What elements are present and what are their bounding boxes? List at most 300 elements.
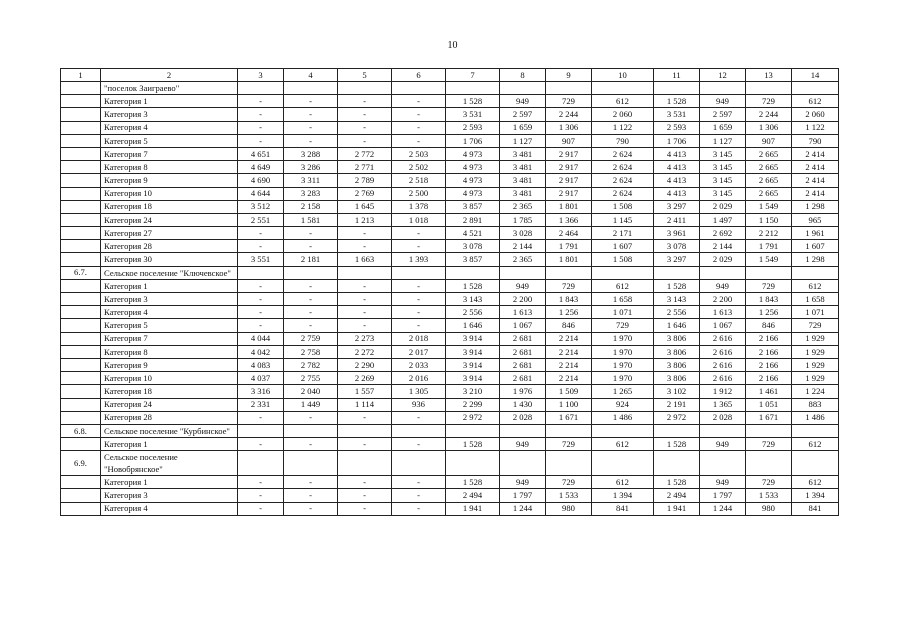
value-cell: 4 651 [238, 147, 284, 160]
row-index [61, 293, 101, 306]
value-cell: 1 224 [792, 385, 839, 398]
settlement-name: Сельское поселение "Курбинское" [101, 424, 238, 437]
value-cell: - [338, 240, 392, 253]
table-row [61, 306, 839, 319]
value-cell: 949 [700, 95, 746, 108]
category-name: Категория 5 [101, 134, 238, 147]
table-row [61, 332, 839, 345]
row-index [61, 332, 101, 345]
table-row [61, 372, 839, 385]
value-cell: 2 214 [546, 372, 592, 385]
value-cell: - [392, 121, 446, 134]
value-cell: 1 122 [592, 121, 654, 134]
table-row [61, 279, 839, 292]
value-cell: 1 581 [284, 213, 338, 226]
category-name: Категория 8 [101, 345, 238, 358]
value-cell: 1 528 [446, 279, 500, 292]
value-cell: 3 283 [284, 187, 338, 200]
value-cell: 3 806 [654, 372, 700, 385]
value-cell: 2 181 [284, 253, 338, 266]
table-row [61, 411, 839, 424]
value-cell: 1 658 [792, 293, 839, 306]
value-cell: 3 297 [654, 200, 700, 213]
value-cell: 1 646 [654, 319, 700, 332]
category-name: Категория 1 [101, 279, 238, 292]
value-cell [392, 451, 446, 476]
category-name: Категория 10 [101, 372, 238, 385]
value-cell: 3 857 [446, 200, 500, 213]
value-cell: 1 961 [792, 227, 839, 240]
table-row [61, 108, 839, 121]
value-cell: 2 759 [284, 332, 338, 345]
category-name: Категория 18 [101, 385, 238, 398]
value-cell: - [392, 293, 446, 306]
value-cell: 2 597 [500, 108, 546, 121]
value-cell [284, 82, 338, 95]
value-cell: 1 528 [446, 476, 500, 489]
value-cell: 1 244 [700, 502, 746, 515]
row-index [61, 372, 101, 385]
column-number-row [61, 69, 839, 82]
value-cell: 2 331 [238, 398, 284, 411]
value-cell: 1 306 [746, 121, 792, 134]
value-cell: 1 394 [792, 489, 839, 502]
value-cell: 3 531 [446, 108, 500, 121]
value-cell: 1 051 [746, 398, 792, 411]
table-row [61, 227, 839, 240]
value-cell: 1 244 [500, 502, 546, 515]
value-cell: - [238, 502, 284, 515]
value-cell: 2 681 [500, 358, 546, 371]
value-cell: 3 551 [238, 253, 284, 266]
row-index [61, 306, 101, 319]
value-cell [654, 424, 700, 437]
value-cell: 2 290 [338, 358, 392, 371]
value-cell [546, 451, 592, 476]
value-cell: 1 970 [592, 358, 654, 371]
value-cell: 1 785 [500, 213, 546, 226]
value-cell [446, 451, 500, 476]
value-cell: 2 665 [746, 174, 792, 187]
value-cell: - [338, 502, 392, 515]
value-cell: 3 311 [284, 174, 338, 187]
value-cell: - [238, 319, 284, 332]
value-cell: - [392, 438, 446, 451]
value-cell: 3 961 [654, 227, 700, 240]
value-cell: 1 976 [500, 385, 546, 398]
value-cell [700, 424, 746, 437]
value-cell: 1 797 [700, 489, 746, 502]
value-cell [284, 451, 338, 476]
value-cell: 2 665 [746, 147, 792, 160]
table-row [61, 174, 839, 187]
value-cell: 612 [592, 95, 654, 108]
section-header-row [61, 266, 839, 279]
value-cell: 1 509 [546, 385, 592, 398]
category-name: "поселок Заиграево" [101, 82, 238, 95]
value-cell: 2 191 [654, 398, 700, 411]
value-cell: 1 929 [792, 372, 839, 385]
value-cell: 1 528 [654, 95, 700, 108]
row-index [61, 502, 101, 515]
value-cell: 2 917 [546, 147, 592, 160]
value-cell: 1 528 [446, 438, 500, 451]
row-index [61, 95, 101, 108]
value-cell: 1 067 [700, 319, 746, 332]
value-cell: 2 769 [338, 187, 392, 200]
value-cell: - [338, 293, 392, 306]
value-cell: 2 144 [500, 240, 546, 253]
value-cell: 1 528 [446, 95, 500, 108]
value-cell: 2 556 [654, 306, 700, 319]
value-cell: 1 607 [592, 240, 654, 253]
value-cell: - [284, 227, 338, 240]
value-cell: 2 616 [700, 358, 746, 371]
row-index [61, 134, 101, 147]
value-cell [392, 82, 446, 95]
row-index [61, 411, 101, 424]
value-cell: 729 [746, 279, 792, 292]
table-row [61, 95, 839, 108]
value-cell: 729 [592, 319, 654, 332]
value-cell: - [238, 108, 284, 121]
value-cell: 1 706 [446, 134, 500, 147]
row-index [61, 398, 101, 411]
value-cell: 1 150 [746, 213, 792, 226]
value-cell: - [238, 306, 284, 319]
row-index [61, 213, 101, 226]
value-cell: 1 659 [700, 121, 746, 134]
table-row [61, 213, 839, 226]
value-cell: 1 791 [746, 240, 792, 253]
table-row [61, 147, 839, 160]
row-index [61, 200, 101, 213]
table-row [61, 82, 839, 95]
value-cell: 1 127 [700, 134, 746, 147]
value-cell: - [338, 134, 392, 147]
category-name: Категория 4 [101, 502, 238, 515]
value-cell: 1 114 [338, 398, 392, 411]
row-index: 6.9. [61, 451, 101, 476]
value-cell: 1 122 [792, 121, 839, 134]
category-name: Категория 1 [101, 438, 238, 451]
value-cell: 3 857 [446, 253, 500, 266]
value-cell: 1 912 [700, 385, 746, 398]
value-cell: 1 298 [792, 200, 839, 213]
value-cell: 4 413 [654, 187, 700, 200]
value-cell: 1 298 [792, 253, 839, 266]
value-cell: 3 143 [446, 293, 500, 306]
value-cell [500, 266, 546, 279]
value-cell [746, 82, 792, 95]
value-cell: 2 551 [238, 213, 284, 226]
value-cell: 949 [500, 476, 546, 489]
column-number: 14 [792, 69, 839, 82]
value-cell: 1 646 [446, 319, 500, 332]
row-index [61, 319, 101, 332]
value-cell: 1 461 [746, 385, 792, 398]
category-name: Категория 10 [101, 187, 238, 200]
value-cell: 2 040 [284, 385, 338, 398]
value-cell: 949 [500, 95, 546, 108]
value-cell: 3 145 [700, 161, 746, 174]
value-cell [238, 82, 284, 95]
value-cell: - [392, 240, 446, 253]
category-name: Категория 7 [101, 332, 238, 345]
table-row [61, 134, 839, 147]
value-cell: 2 166 [746, 372, 792, 385]
value-cell: 3 078 [654, 240, 700, 253]
row-index [61, 240, 101, 253]
value-cell [654, 451, 700, 476]
value-cell: 729 [792, 319, 839, 332]
value-cell: 3 512 [238, 200, 284, 213]
value-cell: 3 145 [700, 174, 746, 187]
value-cell: - [392, 319, 446, 332]
value-cell: - [338, 227, 392, 240]
value-cell: 3 028 [500, 227, 546, 240]
value-cell: - [392, 227, 446, 240]
value-cell: 2 299 [446, 398, 500, 411]
value-cell: 1 213 [338, 213, 392, 226]
value-cell: 2 033 [392, 358, 446, 371]
value-cell: - [238, 279, 284, 292]
value-cell: 1 706 [654, 134, 700, 147]
value-cell: - [338, 306, 392, 319]
value-cell: 1 549 [746, 253, 792, 266]
value-cell [500, 424, 546, 437]
value-cell: 2 556 [446, 306, 500, 319]
value-cell: 2 772 [338, 147, 392, 160]
value-cell [546, 424, 592, 437]
value-cell: 1 528 [654, 279, 700, 292]
value-cell [238, 424, 284, 437]
value-cell: - [238, 134, 284, 147]
value-cell: 2 494 [446, 489, 500, 502]
value-cell: 2 214 [546, 358, 592, 371]
value-cell: 729 [546, 476, 592, 489]
value-cell: 2 411 [654, 213, 700, 226]
category-name: Категория 1 [101, 95, 238, 108]
value-cell: - [392, 411, 446, 424]
table-row [61, 200, 839, 213]
value-cell: - [284, 476, 338, 489]
row-index [61, 121, 101, 134]
value-cell: 2 891 [446, 213, 500, 226]
value-cell: - [392, 489, 446, 502]
page-number: 10 [447, 40, 458, 51]
value-cell: 1 797 [500, 489, 546, 502]
value-cell: 1 843 [746, 293, 792, 306]
value-cell: 1 929 [792, 345, 839, 358]
value-cell: - [338, 319, 392, 332]
value-cell: 1 071 [592, 306, 654, 319]
value-cell: 2 414 [792, 174, 839, 187]
value-cell: 2 917 [546, 174, 592, 187]
value-cell: - [238, 95, 284, 108]
value-cell [338, 451, 392, 476]
value-cell: - [238, 411, 284, 424]
value-cell: 2 158 [284, 200, 338, 213]
value-cell: 1 941 [654, 502, 700, 515]
value-cell: 2 518 [392, 174, 446, 187]
value-cell: 2 166 [746, 332, 792, 345]
table-row [61, 438, 839, 451]
value-cell: 4 690 [238, 174, 284, 187]
row-index [61, 174, 101, 187]
value-cell: 2 018 [392, 332, 446, 345]
value-cell: 3 288 [284, 147, 338, 160]
value-cell: - [284, 438, 338, 451]
column-number: 6 [392, 69, 446, 82]
value-cell: 949 [700, 279, 746, 292]
value-cell [338, 82, 392, 95]
value-cell: 1 365 [700, 398, 746, 411]
value-cell: 2 503 [392, 147, 446, 160]
value-cell [338, 266, 392, 279]
value-cell: 2 624 [592, 147, 654, 160]
row-index [61, 82, 101, 95]
value-cell: 2 972 [446, 411, 500, 424]
row-index [61, 161, 101, 174]
value-cell: - [284, 95, 338, 108]
settlement-name: Сельское поселение "Новобрянское" [101, 451, 238, 476]
value-cell: - [392, 279, 446, 292]
row-index: 6.7. [61, 266, 101, 279]
value-cell: 4 649 [238, 161, 284, 174]
value-cell: 841 [592, 502, 654, 515]
table-row [61, 385, 839, 398]
value-cell: 729 [746, 438, 792, 451]
value-cell: 2 200 [500, 293, 546, 306]
value-cell: 3 297 [654, 253, 700, 266]
value-cell: 2 464 [546, 227, 592, 240]
value-cell: 2 502 [392, 161, 446, 174]
value-cell: 2 272 [338, 345, 392, 358]
table-row [61, 253, 839, 266]
value-cell: 4 037 [238, 372, 284, 385]
value-cell: 3 481 [500, 161, 546, 174]
value-cell: 1 486 [592, 411, 654, 424]
value-cell: 729 [546, 279, 592, 292]
value-cell: 4 521 [446, 227, 500, 240]
value-cell: 612 [792, 279, 839, 292]
value-cell: - [284, 411, 338, 424]
row-index [61, 279, 101, 292]
value-cell: 1 801 [546, 200, 592, 213]
row-index [61, 108, 101, 121]
value-cell: 2 917 [546, 187, 592, 200]
value-cell: 3 145 [700, 187, 746, 200]
value-cell: 1 663 [338, 253, 392, 266]
value-cell: 4 973 [446, 187, 500, 200]
value-cell: 1 533 [546, 489, 592, 502]
value-cell: 1 613 [700, 306, 746, 319]
value-cell: 2 681 [500, 372, 546, 385]
value-cell: 1 929 [792, 332, 839, 345]
value-cell: 1 528 [654, 476, 700, 489]
value-cell: 1 549 [746, 200, 792, 213]
table-row [61, 358, 839, 371]
value-cell: 2 972 [654, 411, 700, 424]
value-cell: 1 378 [392, 200, 446, 213]
value-cell: 612 [592, 476, 654, 489]
column-number: 11 [654, 69, 700, 82]
value-cell: 980 [746, 502, 792, 515]
value-cell: 3 481 [500, 147, 546, 160]
value-cell [746, 266, 792, 279]
value-cell: - [284, 121, 338, 134]
value-cell: 2 028 [700, 411, 746, 424]
value-cell: 3 210 [446, 385, 500, 398]
value-cell: 1 659 [500, 121, 546, 134]
row-index [61, 358, 101, 371]
value-cell: 883 [792, 398, 839, 411]
table-row [61, 293, 839, 306]
value-cell: 4 973 [446, 161, 500, 174]
value-cell: - [338, 489, 392, 502]
value-cell [446, 424, 500, 437]
value-cell: 3 481 [500, 187, 546, 200]
value-cell: - [338, 95, 392, 108]
value-cell: 1 305 [392, 385, 446, 398]
table-row [61, 187, 839, 200]
category-name: Категория 4 [101, 306, 238, 319]
value-cell: - [284, 108, 338, 121]
value-cell: 949 [500, 279, 546, 292]
value-cell: - [392, 95, 446, 108]
category-name: Категория 7 [101, 147, 238, 160]
value-cell: 2 789 [338, 174, 392, 187]
value-cell: 2 593 [654, 121, 700, 134]
category-name: Категория 4 [101, 121, 238, 134]
category-name: Категория 3 [101, 489, 238, 502]
value-cell: 2 365 [500, 253, 546, 266]
value-cell: 729 [746, 476, 792, 489]
value-cell: - [284, 306, 338, 319]
column-number: 1 [61, 69, 101, 82]
value-cell: 3 143 [654, 293, 700, 306]
value-cell: 2 624 [592, 161, 654, 174]
value-cell: 3 481 [500, 174, 546, 187]
value-cell [592, 82, 654, 95]
value-cell: 2 414 [792, 161, 839, 174]
value-cell: 2 782 [284, 358, 338, 371]
value-cell: 1 256 [746, 306, 792, 319]
table-row [61, 319, 839, 332]
value-cell: - [392, 306, 446, 319]
value-cell: 2 214 [546, 345, 592, 358]
value-cell: 2 616 [700, 345, 746, 358]
value-cell [592, 451, 654, 476]
value-cell: 1 430 [500, 398, 546, 411]
value-cell: - [284, 134, 338, 147]
table-row [61, 476, 839, 489]
category-name: Категория 18 [101, 200, 238, 213]
value-cell: 2 494 [654, 489, 700, 502]
value-cell: 2 500 [392, 187, 446, 200]
category-name: Категория 28 [101, 411, 238, 424]
value-cell [592, 266, 654, 279]
value-cell [792, 424, 839, 437]
value-cell [500, 451, 546, 476]
value-cell [792, 82, 839, 95]
value-cell: - [338, 279, 392, 292]
category-name: Категория 28 [101, 240, 238, 253]
column-number: 8 [500, 69, 546, 82]
value-cell: 1 970 [592, 372, 654, 385]
value-cell: 1 486 [792, 411, 839, 424]
